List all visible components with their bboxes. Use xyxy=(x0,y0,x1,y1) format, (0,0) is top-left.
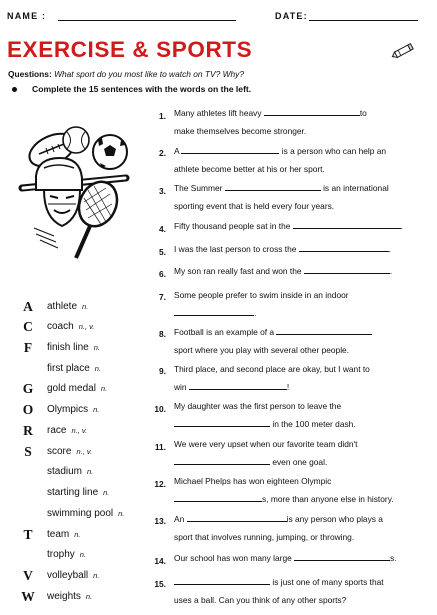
answer-blank[interactable] xyxy=(187,512,287,522)
word-bank-item: stadium n. xyxy=(47,466,94,477)
word-bank-item: team n. xyxy=(47,529,81,540)
answer-blank[interactable] xyxy=(174,455,270,465)
pencil-icon xyxy=(390,40,416,62)
sentence-2: A is a person who can help an athlete become better at his or her sport. xyxy=(174,146,387,174)
sentence-15: is just one of many sports that uses a ball. Can you think of any other sports? xyxy=(174,577,384,605)
answer-blank[interactable] xyxy=(174,575,270,585)
word-bank-item: coach n., v. xyxy=(47,321,95,332)
name-label: NAME : xyxy=(7,11,47,21)
word-bank-item: score n., v. xyxy=(47,446,93,457)
sentence-number: 15. xyxy=(154,579,166,589)
sentence-11: We were very upset when our favorite team didn't even one goal. xyxy=(174,439,358,467)
index-letter: V xyxy=(23,568,33,583)
page-title: EXERCISE & SPORTS xyxy=(7,37,253,62)
sentence-1: Many athletes lift heavy to make themselves become stronger. xyxy=(174,108,367,136)
sentence-number: 6. xyxy=(159,269,166,279)
word-bank-item: volleyball n. xyxy=(47,570,100,581)
name-field[interactable] xyxy=(58,20,236,21)
word-bank-item: finish line n. xyxy=(47,342,100,353)
word-bank-item: starting line n. xyxy=(47,487,110,498)
answer-blank[interactable] xyxy=(299,242,389,252)
date-label: DATE: xyxy=(275,11,308,21)
sentence-6: My son ran really fast and won the . xyxy=(174,266,393,276)
sentence-8: Football is an example of a sport where you play with several other people. xyxy=(174,323,429,359)
answer-blank[interactable] xyxy=(174,492,262,502)
sentence-14: Our school has won many large s. xyxy=(174,553,397,563)
sentence-10: My daughter was the first person to leave the in the 100 meter dash. xyxy=(174,401,356,429)
index-letter: G xyxy=(22,381,34,396)
sentence-number: 9. xyxy=(159,366,166,376)
index-letter: T xyxy=(23,527,33,542)
sentence-number: 12. xyxy=(154,479,166,489)
sentence-number: 10. xyxy=(154,404,166,414)
answer-blank[interactable] xyxy=(276,325,372,335)
index-letter: A xyxy=(23,299,33,314)
answer-blank[interactable] xyxy=(181,144,279,154)
sentence-number: 3. xyxy=(159,186,166,196)
instructions: Complete the 15 sentences with the words on the left. xyxy=(32,84,252,94)
answer-blank[interactable] xyxy=(293,219,401,229)
answer-blank[interactable] xyxy=(189,380,287,390)
sentence-number: 5. xyxy=(159,247,166,257)
index-letter: S xyxy=(24,444,32,459)
date-field[interactable] xyxy=(309,20,418,21)
answer-blank[interactable] xyxy=(304,264,390,274)
sentence-4: Fifty thousand people sat in the . xyxy=(174,221,404,231)
sentence-number: 2. xyxy=(159,148,166,158)
answer-blank[interactable] xyxy=(174,306,254,316)
sentence-5: I was the last person to cross the . xyxy=(174,244,392,254)
word-bank-item: gold medal n. xyxy=(47,383,108,394)
discussion-question xyxy=(8,69,244,79)
answer-blank[interactable] xyxy=(225,181,321,191)
sentence-number: 1. xyxy=(159,111,166,121)
question-label: Questions: xyxy=(8,69,52,79)
sports-equipment-illustration xyxy=(14,118,134,288)
word-bank-item: first place n. xyxy=(47,363,102,374)
sentence-13: An is any person who plays a sport that involves running, jumping, or throwing. xyxy=(174,514,383,542)
word-bank-item: weights n. xyxy=(47,591,93,602)
sentence-number: 11. xyxy=(154,442,166,452)
sentence-12: Michael Phelps has won eighteen Olympic s, more than anyone else in history. xyxy=(174,476,394,504)
bullet-icon xyxy=(12,87,17,92)
word-bank-item: trophy n. xyxy=(47,549,87,560)
word-bank-item: race n., v. xyxy=(47,425,88,436)
word-bank-item: swimming pool n. xyxy=(47,508,125,519)
sentence-number: 14. xyxy=(154,556,166,566)
sentence-7: Some people prefer to swim inside in an indoor . xyxy=(174,290,349,318)
answer-blank[interactable] xyxy=(264,106,360,116)
answer-blank[interactable] xyxy=(294,551,390,561)
word-bank-item: Olympics n. xyxy=(47,404,100,415)
sentence-number: 13. xyxy=(154,516,166,526)
sentence-number: 8. xyxy=(159,329,166,339)
sentence-number: 7. xyxy=(159,292,166,302)
index-letter: O xyxy=(22,402,34,417)
index-letter: W xyxy=(21,589,35,604)
question-text: What sport do you most like to watch on TV? Why? xyxy=(54,69,244,79)
index-letter: R xyxy=(23,423,33,438)
index-letter: C xyxy=(23,319,33,334)
index-letter: F xyxy=(23,340,33,355)
answer-blank[interactable] xyxy=(174,417,270,427)
word-bank-item: athlete n. xyxy=(47,301,89,312)
sentence-9: Third place, and second place are okay, but I want to win ! xyxy=(174,364,370,392)
sentence-3: The Summer is an international sporting event that is held every four years. xyxy=(174,183,389,211)
sentence-number: 4. xyxy=(159,224,166,234)
